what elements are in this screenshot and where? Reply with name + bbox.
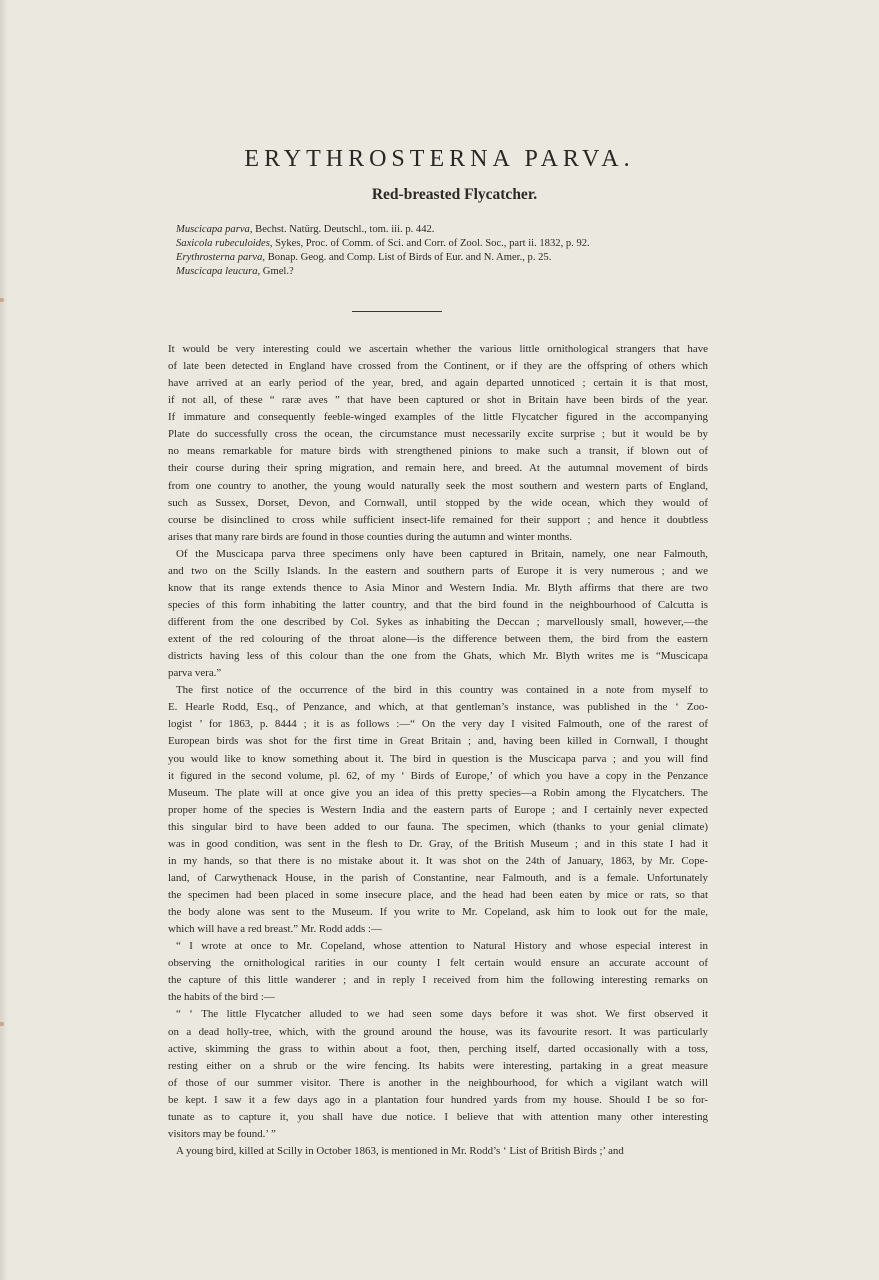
text-line: and two on the Scilly Islands. In the eastern and southern parts of Europe it is very numerous ; and we xyxy=(168,564,708,577)
text-line: the specimen had been placed in some insecure place, and the head had been eaten by mice or rats, so that xyxy=(168,889,708,901)
synonym-reference: , Bechst. Natürg. Deutschl., tom. iii. p. 442. xyxy=(249,224,435,235)
text-line: observing the ornithological rarities in our county I felt certain would ensure an accurate account of xyxy=(168,957,708,970)
text-line: you would like to know something about it. The bird in question is the Muscicapa parva ; and you will find xyxy=(168,752,708,765)
binding-mark xyxy=(0,1022,4,1026)
text-line: A young bird, killed at Scilly in October 1863, is mentioned in Mr. Rodd’s ‘ List of British Birds ;’ and xyxy=(176,1144,624,1157)
text-line: this singular bird to have been added to our fauna. The specimen, which (thanks to your genial climate) xyxy=(168,820,708,833)
text-line: no means remarkable for mature birds with strengthened pinions to make such a transit, if blown out of xyxy=(168,445,708,458)
text-line: active, skimming the grass to within about a foot, then, perching itself, darted occasionally with a toss, xyxy=(168,1042,708,1055)
text-line: species of this form inhabiting the latter country, and that the bird found in the neighbourhood of Calcutta is xyxy=(168,598,708,611)
text-line: districts having less of this colour than the one from the Ghats, which Mr. Blyth writes me is “Muscicapa xyxy=(168,650,708,663)
text-line: know that its range extends thence to Asia Minor and Western India. Mr. Blyth affirms that there are two xyxy=(168,581,708,594)
text-line: from one country to another, the young would naturally seek the most southern and western parts of England, xyxy=(168,479,708,492)
synonym-name: Muscicapa leucura xyxy=(176,266,258,278)
synonym-reference: , Sykes, Proc. of Comm. of Sci. and Corr. of Zool. Soc., part ii. 1832, p. 92. xyxy=(269,238,590,250)
text-line: extent of the red colouring of the throat alone—is the difference between them, the bird from the eastern xyxy=(168,633,708,646)
text-line: It would be very interesting could we ascertain whether the various little ornithological strangers that have xyxy=(168,343,708,355)
synonymy-list xyxy=(176,223,676,279)
synonym-name: Erythrosterna parva xyxy=(176,252,263,264)
text-line: in my hands, so that there is no mistake about it. It was shot on the 24th of January, 1863, by Mr. Cope- xyxy=(168,854,708,867)
text-line: the habits of the bird :— xyxy=(168,991,275,1004)
text-line: such as Sussex, Dorset, Devon, and Cornwall, until stopped by the wide ocean, which they would of xyxy=(168,496,708,509)
section-divider xyxy=(352,311,442,312)
text-line: Museum. The plate will at once give you an idea of this pretty species—a Robin among the Flycatchers. The xyxy=(168,786,708,799)
text-line: if not all, of these “ raræ aves ” that have been captured or shot in Britain have been birds of the year. xyxy=(168,394,708,407)
text-line: resting either on a shrub or the wire fencing. Its habits were interesting, partaking in a great measure xyxy=(168,1059,708,1072)
text-line: “ ‘ The little Flycatcher alluded to we had seen some days before it was shot. We first observed it xyxy=(176,1008,708,1021)
text-line: Of the Muscicapa parva three specimens only have been captured in Britain, namely, one near Falmouth, xyxy=(176,547,708,560)
text-line: arises that many rare birds are found in those counties during the autumn and winter months. xyxy=(168,530,573,543)
synonym-entry xyxy=(176,251,676,265)
synonym-name: Muscicapa parva xyxy=(176,224,250,235)
text-line: different from the one described by Col. Sykes as inhabiting the Deccan ; marvellously small, however,—the xyxy=(168,616,708,628)
text-line: the body alone was sent to the Museum. If you write to Mr. Copeland, ask him to look out for the male, xyxy=(168,906,708,919)
synonym-entry xyxy=(176,237,676,251)
species-title: ERYTHROSTERNA PARVA. xyxy=(244,146,635,172)
text-line: proper home of the species is Western India and the eastern parts of Europe ; and I certainly never expected xyxy=(168,803,708,816)
text-line: be kept. I saw it a few days ago in a plantation four hundred yards from my house. Should I be so for- xyxy=(168,1093,708,1106)
text-line: Plate do successfully cross the ocean, the circumstance must necessarily excite surprise ; but it would be by xyxy=(168,428,708,441)
body-text xyxy=(168,341,708,1160)
text-line: land, of Carwythenack House, in the parish of Constantine, near Falmouth, and is a female. Unfortunately xyxy=(168,871,708,884)
synonym-reference: , Gmel.? xyxy=(257,266,294,278)
text-line: visitors may be found.’ ” xyxy=(168,1127,276,1140)
text-line: of late been detected in England have crossed from the Continent, or if they are the offspring of others which xyxy=(168,360,708,373)
text-line: have arrived at an early period of the year, bred, and again departed unnoticed ; certain it is that most, xyxy=(168,377,708,390)
synonym-name: Saxicola rubeculoides xyxy=(176,238,270,250)
text-line: of those of our summer visitor. There is another in the neighbourhood, for which a vigilant watch will xyxy=(168,1076,708,1089)
text-line: on a dead holly-tree, which, with the ground around the house, was its favourite resort. It was particularly xyxy=(168,1025,708,1038)
synonym-entry xyxy=(176,223,676,237)
text-line: European birds was shot for the first time in Great Britain ; and, having been killed in Cornwall, I thought xyxy=(168,735,708,748)
text-line: it figured in the second volume, pl. 62, of my ‘ Birds of Europe,’ of which you have a copy in the Penzance xyxy=(168,769,708,782)
binding-mark xyxy=(0,298,4,302)
synonym-entry xyxy=(176,265,676,279)
text-line: the capture of this little wanderer ; and in reply I received from him the following interesting remarks on xyxy=(168,974,708,987)
text-line: E. Hearle Rodd, Esq., of Penzance, and which, at that gentleman’s instance, was published in the ‘ Zoo- xyxy=(168,701,708,714)
synonym-reference: , Bonap. Geog. and Comp. List of Birds of Eur. and N. Amer., p. 25. xyxy=(262,252,552,264)
text-line: “ I wrote at once to Mr. Copeland, whose attention to Natural History and whose especial interest in xyxy=(176,940,708,953)
text-line: was in good condition, was sent in the flesh to Dr. Gray, of the British Museum ; and in this state I had it xyxy=(168,837,708,850)
text-line: which will have a red breast.” Mr. Rodd adds :— xyxy=(168,923,382,936)
text-line: tunate as to capture it, you shall have due notice. I believe that with attention many other interesting xyxy=(168,1110,708,1123)
text-line: course be disinclined to cross while sufficient insect-life remained for their support ; and hence it doubtless xyxy=(168,513,708,526)
text-line: If immature and consequently feeble-winged examples of the little Flycatcher figured in the accompanying xyxy=(168,411,708,424)
text-line: parva vera.” xyxy=(168,667,222,680)
common-name-subtitle: Red-breasted Flycatcher. xyxy=(371,186,538,203)
text-line: their course during their spring migration, and remain here, and breed. At the autumnal movement of birds xyxy=(168,462,708,475)
text-line: logist ’ for 1863, p. 8444 ; it is as follows :—“ On the very day I visited Falmouth, one of the rarest of xyxy=(168,718,708,731)
text-line: The first notice of the occurrence of the bird in this country was contained in a note from myself to xyxy=(176,684,708,697)
